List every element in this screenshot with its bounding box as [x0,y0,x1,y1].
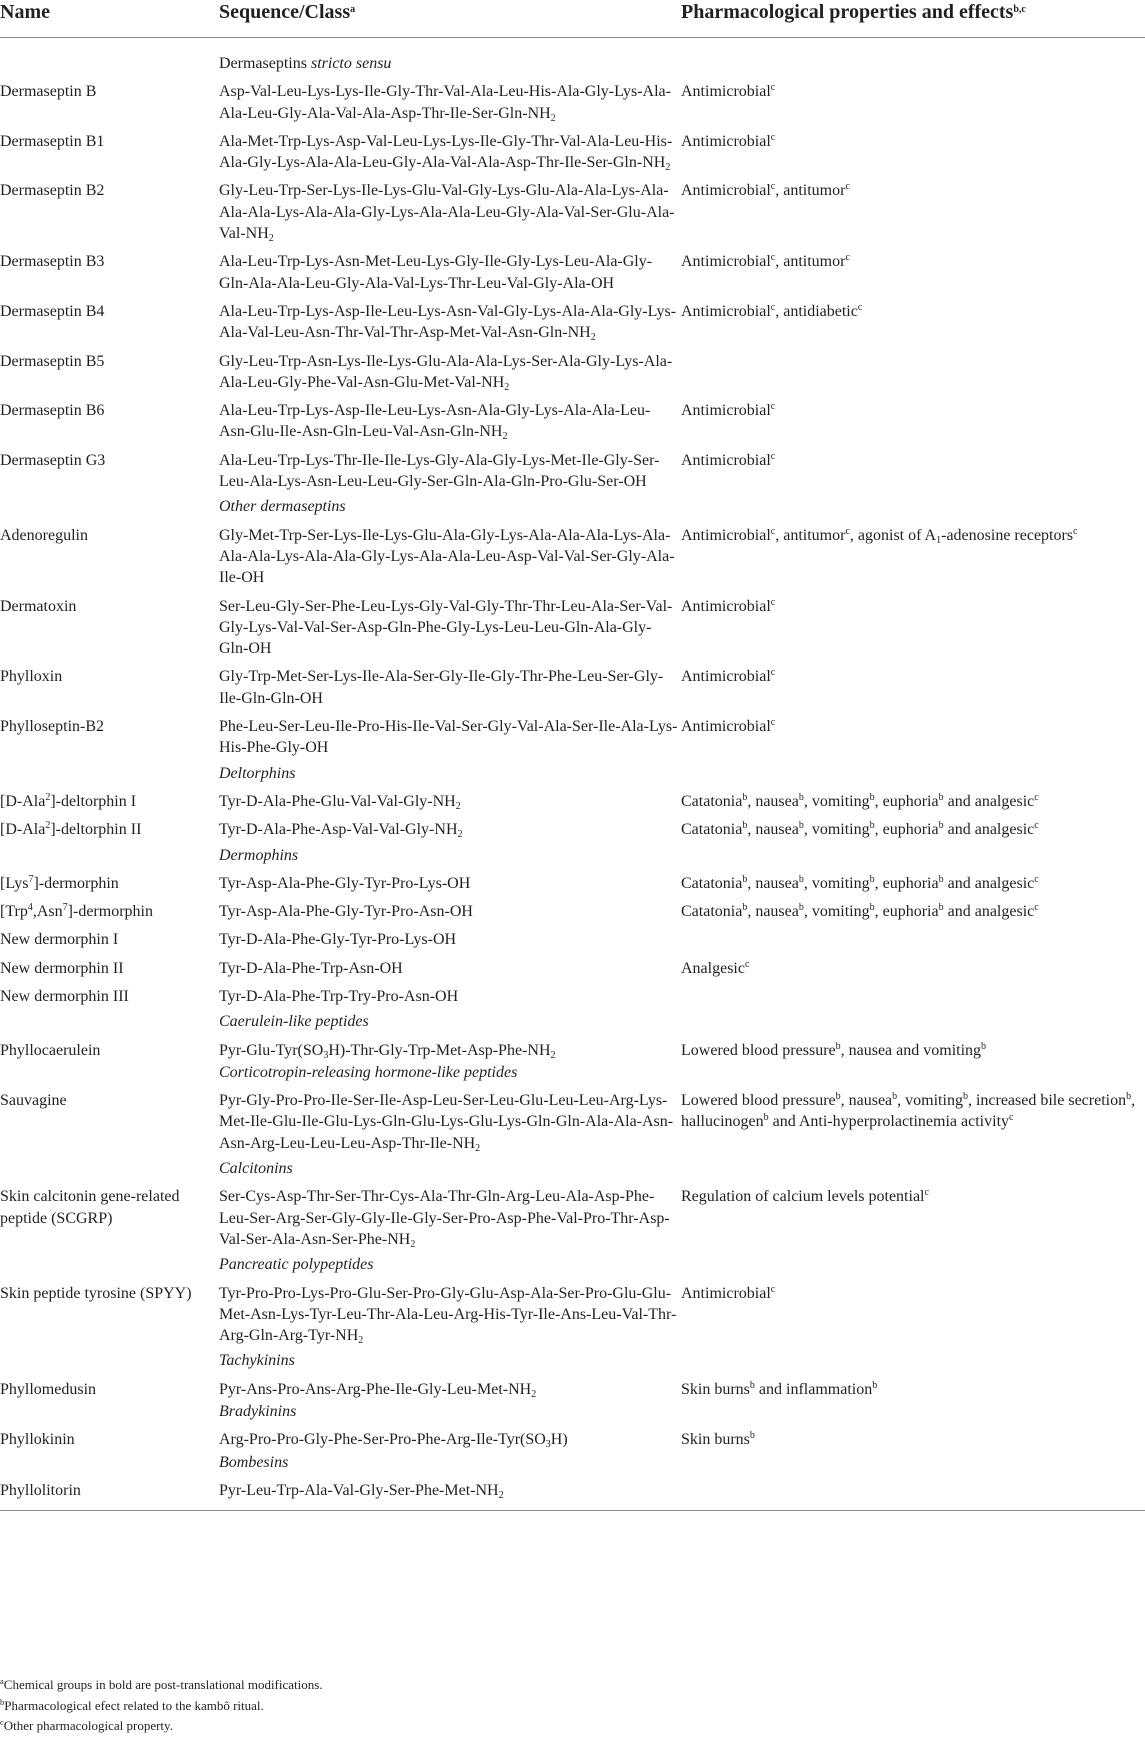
peptide-sequence: Gly-Met-Trp-Ser-Lys-Ile-Lys-Glu-Ala-Gly-Lys-Ala-Ala-Ala-Lys-Ala-Ala-Ala-Lys-Ala-Ala-Gly-Lys-Ala-Ala-Leu-Asp-Val-Val-Ser-Gly-Ala-Ile-OH [219,526,675,587]
peptide-sequence: Pyr-$Glu-Tyr(SO_3H)-Thr-Gly-Trp-Met-Asp-Phe-NH_2$ [219,1041,556,1061]
peptide-sequence: Arg-$Pro-Pro-Gly-Phe-Ser-Pro-Phe-Arg-Ile-Tyr(SO_3H)$ [219,1431,568,1451]
peptide-name: New dermorphin II [0,959,124,977]
peptide-name: Phyllokinin [0,1431,75,1449]
peptide-effects: Antimicrobial$^c$, antitumor$^c$ [681,252,850,271]
peptide-name: [Lys$^7$]-dermorphin [0,873,119,892]
peptide-sequence: Ala-$Leu-Trp-Lys-Asp-Ile-Leu-Lys-Asn-Val-Gly-Lys-Ala-Ala-Gly-Lys-Ala-Val-Leu-Asn-Thr-Val-Thr-Asp-Met-Val-Asn-Gln-NH_2$ [219,302,677,344]
peptide-sequence: Tyr-$D-Ala-Phe-Asp-Val-Val-Gly-NH_2$ [219,821,463,841]
category-label: Bradykinins [219,1403,297,1421]
header-pharmacological-properties: Pharmacological properties and effects$^{b,c}$ [680,0,1145,38]
footnote: $^c$Other pharmacological property. [0,1717,173,1733]
peptide-effects: Antimicrobial$^c$ [681,667,776,686]
peptide-sequence: Tyr-D-Ala-Phe-Trp-Asn-OH [219,959,403,977]
category-row [0,1451,1145,1476]
peptide-name: Adenoregulin [0,526,88,544]
peptide-name: Dermaseptin B5 [0,352,105,370]
category-label: Caerulein-like peptides [219,1013,369,1031]
peptide-effects: Antimicrobial$^c$ [681,1283,776,1302]
category-label: Calcitonins [219,1160,293,1178]
peptide-sequence: Tyr-D-Ala-Phe-Trp-Try-Pro-Asn-OH [219,987,459,1005]
peptide-sequence: Gly-Leu-Trp-Ser-Lys-Ile-Lys-Glu-Val-Gly-Lys-Glu-Ala-Ala-Lys-Ala-Ala-Ala-Lys-Ala-Ala-Gly-Lys-Ala-Ala-Leu-Gly-Ala-Val-Ser-Glu-$Ala-Val-NH_2$ [219,182,675,245]
peptide-sequence: Ser-Leu-Gly-Ser-Phe-Leu-Lys-Gly-Val-Gly-Thr-Thr-Leu-Ala-Ser-Val-Gly-Lys-Val-Val-Ser-Asp-Gln-Phe-Gly-Lys-Leu-Leu-Gln-Ala-Gly-Gln-OH [219,597,673,658]
peptide-sequence: Pyr-Gly-Pro-Pro-Ile-Ser-Ile-Asp-Leu-Ser-Leu-Glu-Leu-Leu-Arg-Lys-Met-Ile-Glu-Ile-Glu-Lys-Gln-Glu-Lys-Glu-Lys-Gln-Gln-Ala-Ala-$Asn-Asn-Arg-Leu-Leu-Leu-Asp-Thr-Ile-NH_2$ [219,1092,674,1154]
table-row [0,347,1145,397]
peptide-effects [680,925,1145,953]
header-name: Name [0,0,218,38]
header-sequence-class: Sequence/Class$^a$ [218,0,680,38]
peptide-name: Phylloseptin-B2 [0,718,105,736]
peptide-effects: Regulation of calcium levels potential$^c$ [681,1187,929,1206]
peptide-sequence: Pyr-$Leu-Trp-Ala-Val-Gly-Ser-Phe-Met-NH_2$ [218,1476,680,1511]
peptide-name: Skin peptide tyrosine (SPYY) [0,1284,192,1302]
table-row [0,1182,1145,1253]
peptide-sequence: Tyr-Asp-Ala-Phe-Gly-Tyr-Pro-Lys-OH [219,874,471,892]
category-label: Dermaseptins stricto sensu [219,55,392,72]
peptide-effects: Antimicrobial$^c$, antitumor$^c$ [681,181,850,200]
category-label: Bombesins [219,1453,289,1471]
table-row [0,712,1145,762]
peptide-sequence: Ser-Cys-Asp-Thr-Ser-Thr-Cys-Ala-Thr-Gln-Arg-Leu-Ala-Asp-Phe-Leu-Ser-Arg-Ser-Gly-Gly-Ile-Gly-Ser-Pro-Asp-Phe-Val-Pro-Thr-Asp-$Val-Ser-Ala-Asn-Ser-Phe-NH_2$ [219,1188,670,1250]
table-row [0,1425,1145,1450]
table-row [0,297,1145,347]
peptide-effects: Skin burns$^b$ and inflammation$^b$ [681,1379,878,1398]
peptide-sequence: Pyr-$Ans-Pro-Ans-Arg-Phe-Ile-Gly-Leu-Met-NH_2$ [219,1380,537,1400]
peptide-sequence: Gly-Trp-Met-Ser-Lys-Ile-Ala-Ser-Gly-Ile-Gly-Thr-Phe-Leu-Ser-Gly-Ile-Gln-Gln-OH [219,668,664,707]
table-row [0,1476,1145,1511]
peptide-name: Phylloxin [0,668,63,686]
footnotes [0,1675,1145,1737]
peptide-name: Dermaseptin B2 [0,182,105,200]
peptide-name: [Trp$^4$,Asn$^7$]-dermorphin [0,902,153,921]
peptide-name: Dermaseptin B [0,83,97,101]
table-row [0,1375,1145,1400]
peptide-name: Skin calcitonin gene-related peptide (SCGRP) [0,1188,180,1227]
peptide-effects: Catatonia$^b$, nausea$^b$, vomiting$^b$, euphoria$^b$ and analgesic$^c$ [681,902,1039,921]
peptide-sequence: Ala-$Leu-Trp-Lys-Asp-Ile-Leu-Lys-Asn-Ala-Gly-Lys-Ala-Ala-Leu-Asn-Glu-Ile-Asn-Gln-Leu-Val-Asn-Gln-NH_2$ [219,402,651,443]
peptide-sequence: Ala-Leu-Trp-Lys-Thr-Ile-Ile-Lys-Gly-Ala-Gly-Lys-Met-Ile-Gly-Ser-Leu-Ala-Lys-Asn-Leu-Leu-Gly-Ser-Gln-Ala-Gln-Pro-Glu-Ser-OH [219,451,660,491]
peptide-name: [D-Ala$^2$]-deltorphin II [0,820,142,839]
peptide-sequence: Tyr-D-Ala-Phe-Gly-Tyr-Pro-Lys-OH [219,931,457,949]
table-row [0,815,1145,843]
peptide-effects: Antimicrobial$^c$ [681,131,776,150]
peptide-name: New dermorphin I [0,931,119,949]
peptide-sequence: Tyr-$D-Ala-Phe-Glu-Val-Val-Gly-NH_2$ [219,792,461,812]
peptide-effects: Antimicrobial$^c$ [681,717,776,736]
table-row [0,396,1145,446]
peptide-effects: Catatonia$^b$, nausea$^b$, vomiting$^b$, euphoria$^b$ and analgesic$^c$ [681,820,1039,839]
category-label: Pancreatic polypeptides [219,1256,374,1274]
peptide-effects: Lowered blood pressure$^b$, nausea and vomiting$^b$ [681,1040,987,1059]
table-row [0,897,1145,925]
category-row [0,52,1145,77]
peptide-sequence: Asp-$Val-Leu-Lys-Lys-Ile-Gly-Thr-Val-Ala-Leu-His-Ala-Gly-Lys-Ala-Ala-Leu-Gly-Ala-Val-Ala-Asp-Thr-Ile-Ser-Gln-NH_2$ [219,83,671,124]
category-row [0,762,1145,787]
table-row [0,787,1145,815]
peptide-sequence: Ala-Met-Trp-Lys-Asp-Val-Leu-Lys-Lys-Ile-Gly-Thr-Val-Ala-Leu-His-Ala-Gly-Lys-Ala-Ala-Leu-Gly-Ala-Val-Ala-Asp-Thr-Ile-Ser-Gln-$NH_2$ [219,132,673,174]
peptide-name: Phyllocaerulein [0,1041,101,1059]
table-row [0,925,1145,953]
category-row [0,495,1145,520]
peptide-effects [680,347,1145,397]
peptide-effects: Antimicrobial$^c$, antidiabetic$^c$ [681,301,863,320]
peptide-name: Phyllolitorin [0,1476,218,1511]
table-header [0,0,1145,38]
category-row [0,844,1145,869]
peptide-effects: Antimicrobial$^c$ [681,450,776,469]
peptide-effects [680,1476,1145,1511]
category-row [0,1253,1145,1278]
category-label: Dermophins [219,846,299,864]
table-row [0,662,1145,712]
table-row [0,521,1145,592]
peptide-sequence: Phe-Leu-Ser-Leu-Ile-Pro-His-Ile-Val-Ser-Gly-Val-Ala-Ser-Ile-Ala-Lys-His-Phe-Gly-OH [219,718,678,757]
peptide-effects: Lowered blood pressure$^b$, nausea$^b$, vomiting$^b$, increased bile secretion$^b$, hallucinogen$^b$ and Anti-hyperprolactinemia activity$^c$ [681,1091,1136,1131]
peptide-effects: Analgesic$^c$ [681,958,750,977]
table-row [0,127,1145,177]
peptide-name: Dermaseptin G3 [0,451,106,469]
category-row [0,1349,1145,1374]
peptide-effects: Skin burns$^b$ [681,1430,755,1449]
peptide-name: [D-Ala$^2$]-deltorphin I [0,791,137,810]
category-row [0,1061,1145,1086]
peptide-effects: Catatonia$^b$, nausea$^b$, vomiting$^b$, euphoria$^b$ and analgesic$^c$ [681,873,1039,892]
table-row [0,869,1145,897]
peptide-sequence: Gly-$Leu-Trp-Asn-Lys-Ile-Lys-Glu-Ala-Ala-Lys-Ser-Ala-Gly-Lys-Ala-Ala-Leu-Gly-Phe-Val-Asn-Glu-Met-Val-NH_2$ [219,352,673,393]
peptide-effects: Antimicrobial$^c$ [681,596,776,615]
peptide-name: Dermaseptin B3 [0,253,105,271]
category-label: Other dermaseptins [219,498,346,516]
peptide-name: Phyllomedusin [0,1380,97,1398]
peptide-name: New dermorphin III [0,987,129,1005]
peptide-effects: Antimicrobial$^c$ [681,82,776,101]
peptide-sequence: Ala-Leu-Trp-Lys-Asn-Met-Leu-Lys-Gly-Ile-Gly-Lys-Leu-Ala-Gly-Gln-Ala-Ala-Leu-Gly-Ala-Val-Lys-Thr-Leu-Val-Gly-Ala-OH [219,253,653,292]
table-row [0,592,1145,663]
table-row [0,77,1145,127]
peptide-name: Dermaseptin B1 [0,132,105,150]
table-row [0,1279,1145,1350]
peptide-effects: Antimicrobial$^c$, antitumor$^c$, agonist of $A_1$-adenosine receptors$^c$ [681,525,1078,546]
category-row [0,1010,1145,1035]
peptide-effects: Antimicrobial$^c$ [681,401,776,420]
peptide-sequence: Tyr-Pro-Pro-Lys-Pro-Glu-Ser-Pro-Gly-Glu-Asp-Ala-Ser-Pro-Glu-Glu-Met-Asn-Lys-Tyr-Leu-Thr-Ala-Leu-Arg-His-Tyr-Ile-Ans-Leu-Val-$Thr-Arg-Gln-Arg-Tyr-NH_2$ [219,1284,677,1347]
footnote: $^a$Chemical groups in bold are post-translational modifications. [0,1676,323,1692]
peptide-sequence: Tyr-Asp-Ala-Phe-Gly-Tyr-Pro-Asn-OH [219,903,473,921]
category-row [0,1400,1145,1425]
table-row [0,176,1145,247]
peptide-name: Sauvagine [0,1092,67,1110]
category-label: Tachykinins [219,1352,295,1370]
category-label: Deltorphins [219,764,296,782]
table-row [0,446,1145,496]
table-row [0,982,1145,1010]
category-label: Corticotropin-releasing hormone-like peptides [219,1063,518,1081]
table-body [0,38,1145,1511]
table-row [0,1086,1145,1157]
peptide-name: Dermatoxin [0,597,77,615]
table-row [0,954,1145,982]
peptide-name: Dermaseptin B6 [0,402,105,420]
table-row [0,1036,1145,1061]
category-row [0,1157,1145,1182]
footnote: $^b$Pharmacological efect related to the kambô ritual. [0,1696,264,1713]
table-row [0,247,1145,297]
peptide-name: Dermaseptin B4 [0,302,105,320]
peptide-effects [680,982,1145,1010]
peptide-effects: Catatonia$^b$, nausea$^b$, vomiting$^b$, euphoria$^b$ and analgesic$^c$ [681,791,1039,810]
